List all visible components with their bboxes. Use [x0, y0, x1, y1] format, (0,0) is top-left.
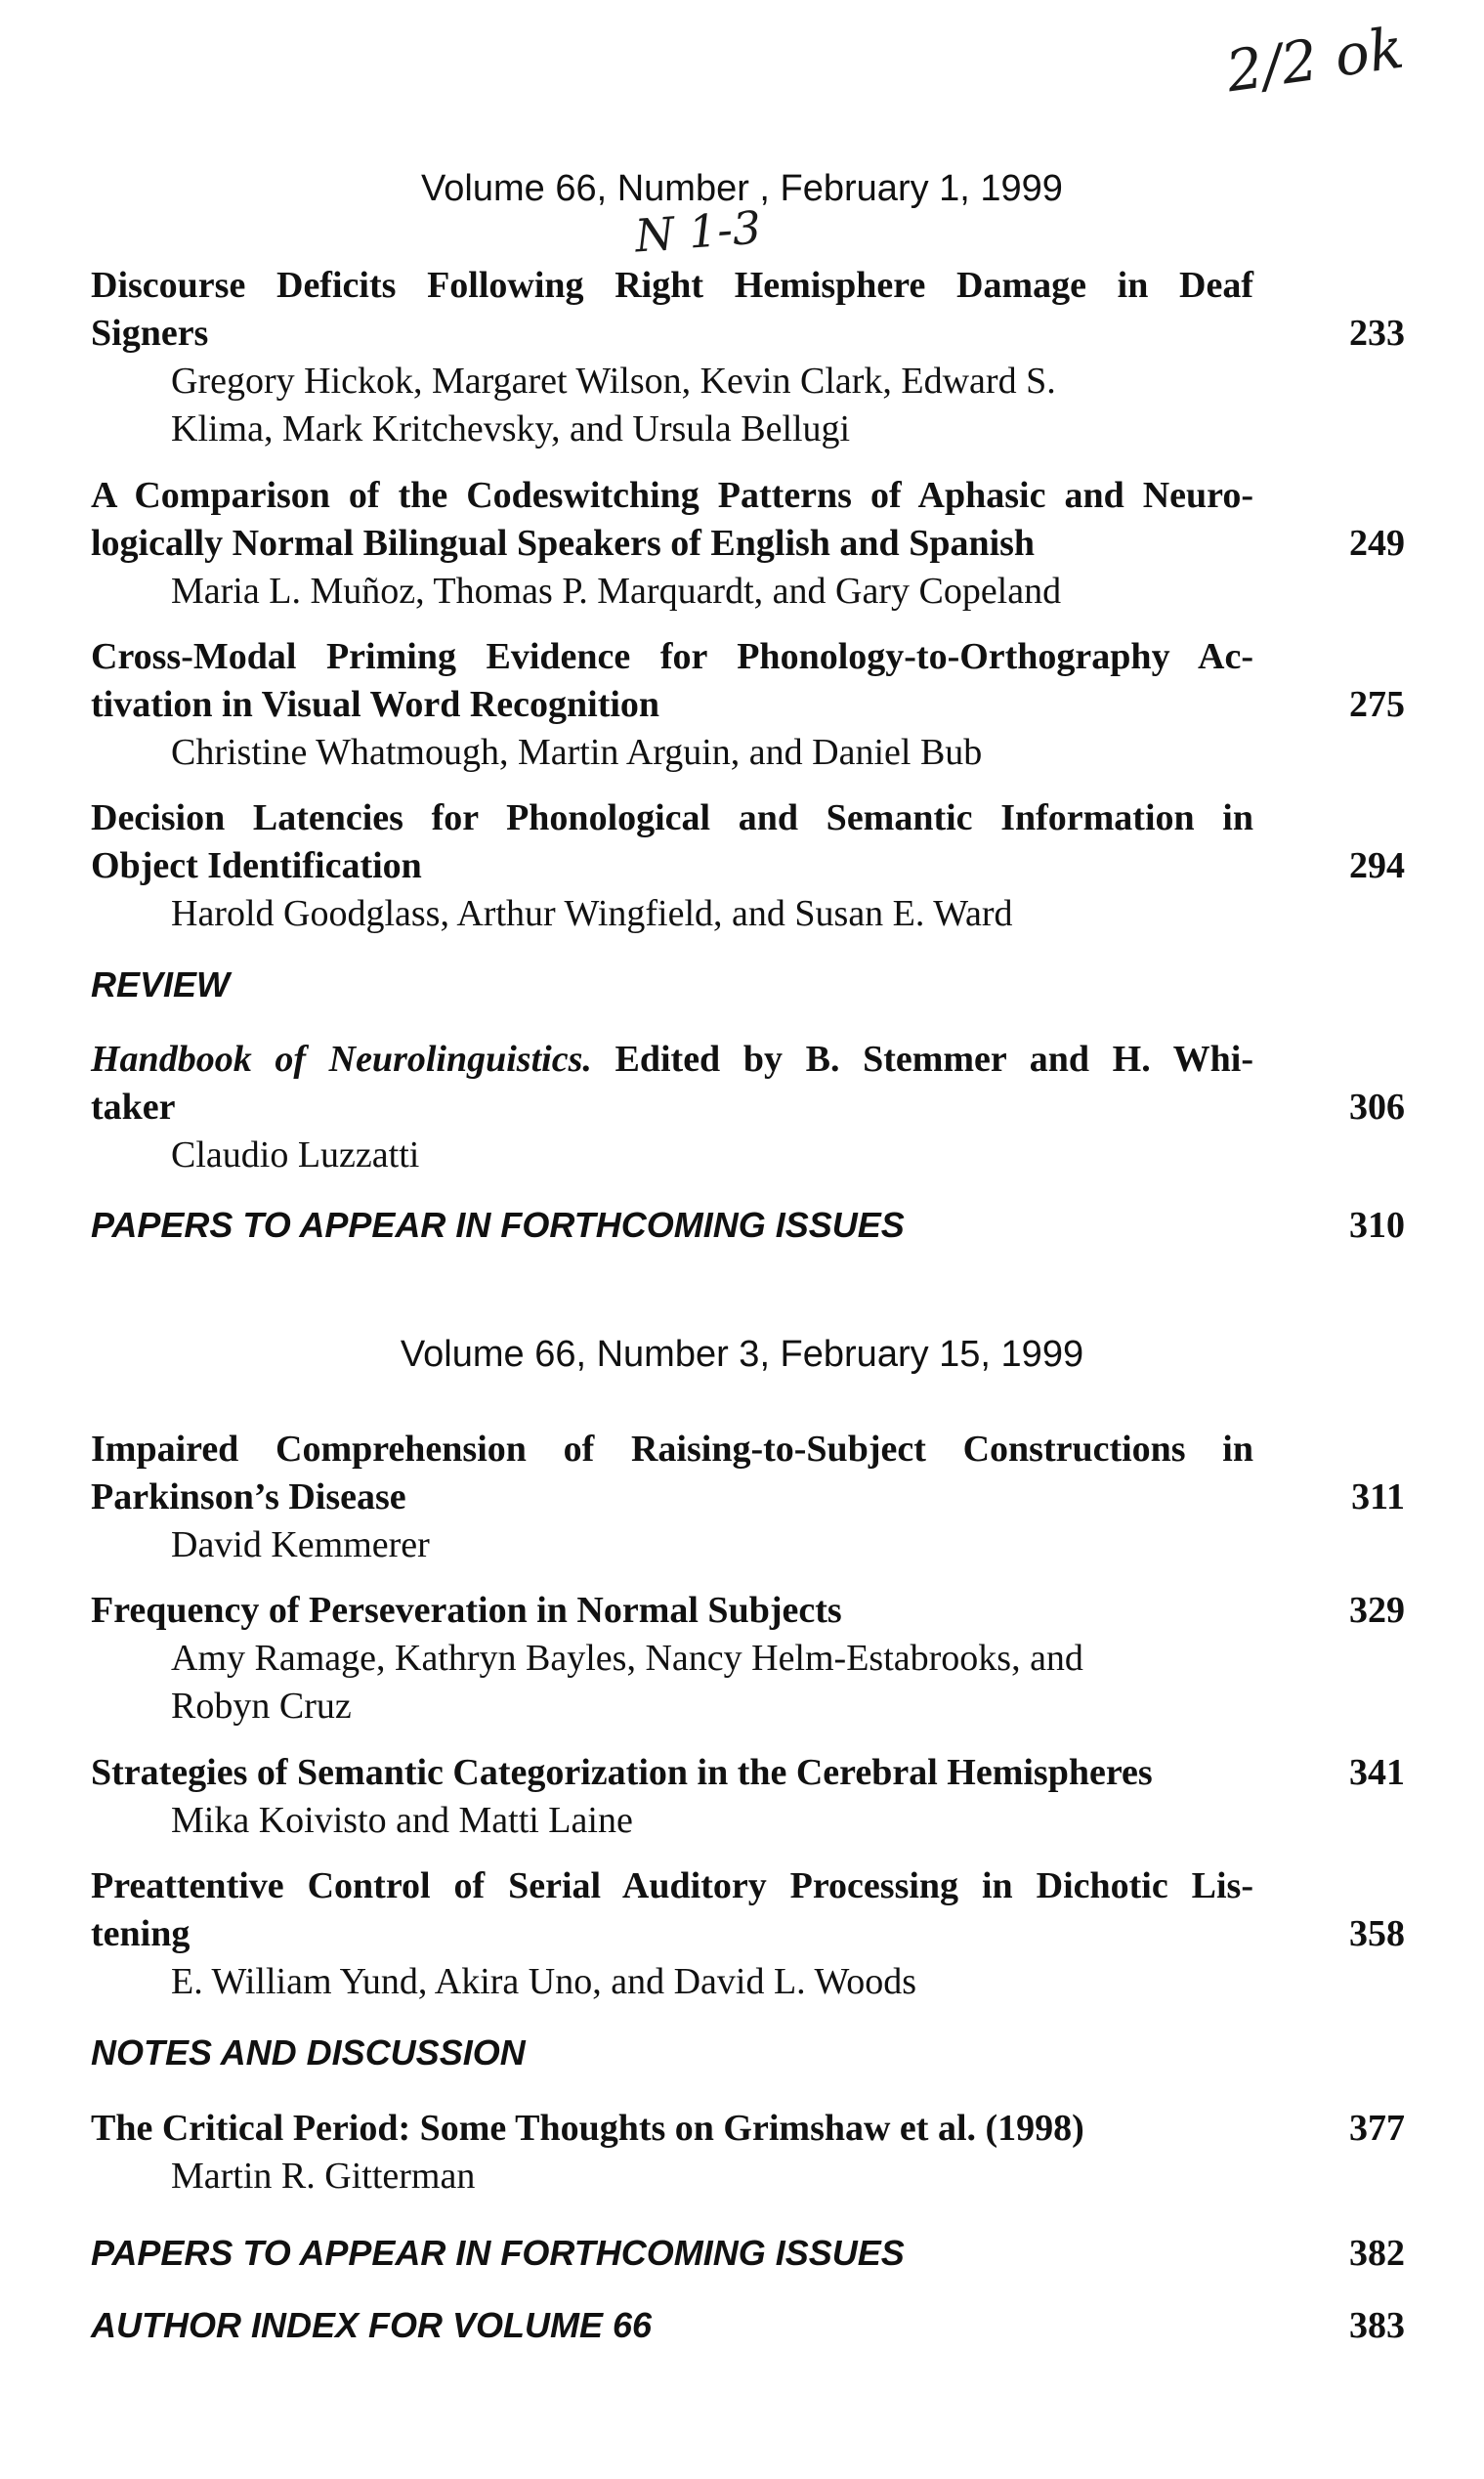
review-title: taker [91, 1087, 176, 1128]
page-number: 311 [1351, 1476, 1405, 1517]
article-title: Decision Latencies for Phonological and Semantic Information in [91, 797, 1253, 838]
article-title: tening [91, 1913, 191, 1954]
article-authors: Harold Goodglass, Arthur Wingfield, and Susan E. Ward [171, 893, 1013, 934]
section-heading-review: REVIEW [91, 964, 231, 1004]
page-number: 377 [1349, 2108, 1405, 2149]
article-title: logically Normal Bilingual Speakers of English and Spanish [91, 523, 1036, 564]
article-title: Signers [91, 313, 209, 354]
article-title: Discourse Deficits Following Right Hemisphere Damage in Deaf [91, 265, 1253, 306]
article-title: Impaired Comprehension of Raising-to-Subject Constructions in [91, 1429, 1253, 1470]
page-number: 306 [1349, 1087, 1405, 1128]
article-title: Preattentive Control of Serial Auditory Processing in Dichotic Lis- [91, 1865, 1253, 1906]
section-heading-notes: NOTES AND DISCUSSION [91, 2032, 526, 2073]
toc-entry [91, 1749, 1405, 1845]
toc-entry [91, 472, 1405, 616]
page-number: 233 [1349, 313, 1405, 354]
toc-entry [91, 262, 1405, 453]
article-authors: Maria L. Muñoz, Thomas P. Marquardt, and Gary Copeland [171, 571, 1062, 612]
article-title: Cross-Modal Priming Evidence for Phonology-to-Orthography Ac- [91, 636, 1253, 677]
toc-entry [91, 633, 1405, 777]
forthcoming-papers-label: PAPERS TO APPEAR IN FORTHCOMING ISSUES [91, 1205, 905, 1245]
article-authors: Mika Koivisto and Matti Laine [171, 1800, 633, 1841]
article-authors: David Kemmerer [171, 1524, 430, 1565]
page-number: 310 [1349, 1205, 1405, 1246]
page-number: 382 [1349, 2233, 1405, 2274]
review-title [91, 1036, 1253, 1084]
book-title: Handbook of Neurolinguistics. [91, 1039, 592, 1080]
article-authors: Amy Ramage, Kathryn Bayles, Nancy Helm-Estabrooks, and [171, 1638, 1083, 1679]
review-editors: Edited by B. Stemmer and H. Whi- [591, 1039, 1253, 1080]
article-authors: Christine Whatmough, Martin Arguin, and Daniel Bub [171, 732, 983, 773]
toc-entry-notes [91, 2105, 1405, 2201]
article-title: Parkinson’s Disease [91, 1476, 406, 1517]
page-number: 275 [1349, 684, 1405, 725]
issue2-heading: Volume 66, Number 3, February 15, 1999 [400, 1334, 1084, 1375]
toc-entry [91, 1587, 1405, 1731]
toc-entry [91, 1862, 1405, 2006]
toc-entry [91, 794, 1405, 938]
reviewer: Claudio Luzzatti [171, 1134, 420, 1175]
handwritten-issue-number: N 1-3 [633, 200, 763, 263]
article-authors: Martin R. Gitterman [171, 2156, 476, 2197]
handwritten-note: 2/2 ok [1222, 14, 1408, 106]
page-number: 358 [1349, 1913, 1405, 1954]
issue1-heading: Volume 66, Number , February 1, 1999 [421, 168, 1063, 209]
forthcoming-papers-label: PAPERS TO APPEAR IN FORTHCOMING ISSUES [91, 2233, 905, 2273]
page-number: 329 [1349, 1590, 1405, 1631]
article-title: The Critical Period: Some Thoughts on Grimshaw et al. (1998) [91, 2108, 1084, 2149]
article-authors: E. William Yund, Akira Uno, and David L. Woods [171, 1961, 917, 2002]
article-title: Strategies of Semantic Categorization in the Cerebral Hemispheres [91, 1752, 1153, 1793]
page-number: 249 [1349, 523, 1405, 564]
author-index-label: AUTHOR INDEX FOR VOLUME 66 [91, 2305, 653, 2345]
article-title: tivation in Visual Word Recognition [91, 684, 660, 725]
article-authors: Robyn Cruz [171, 1686, 352, 1727]
page-number: 341 [1349, 1752, 1405, 1793]
article-authors: Klima, Mark Kritchevsky, and Ursula Bellugi [171, 408, 851, 449]
article-title: A Comparison of the Codeswitching Patterns of Aphasic and Neuro- [91, 475, 1253, 516]
page-number: 383 [1349, 2305, 1405, 2346]
toc-entry [91, 1426, 1405, 1569]
page-number: 294 [1349, 845, 1405, 886]
article-title: Object Identification [91, 845, 422, 886]
toc-entry-review [91, 1036, 1405, 1179]
article-authors: Gregory Hickok, Margaret Wilson, Kevin Clark, Edward S. [171, 361, 1056, 402]
article-title: Frequency of Perseveration in Normal Subjects [91, 1590, 842, 1631]
